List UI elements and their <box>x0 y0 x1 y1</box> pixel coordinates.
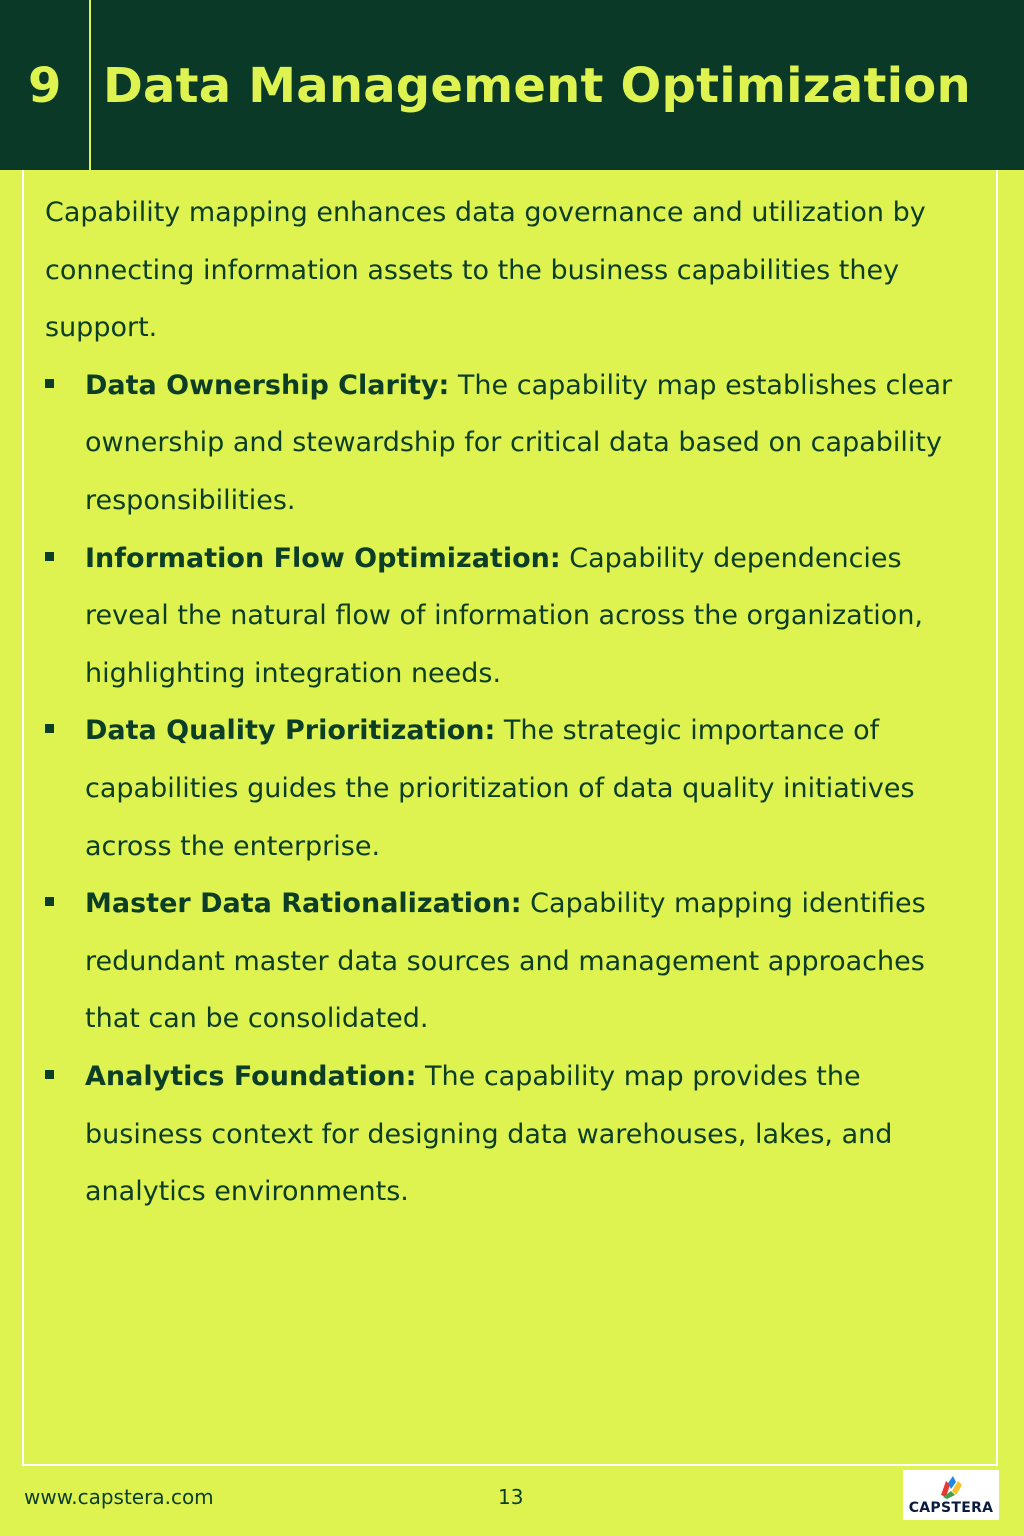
square-bullet-icon <box>45 897 54 906</box>
bullet-list <box>45 357 985 1221</box>
intro-paragraph: Capability mapping enhances data governance and utilization by connecting information assets to the business capabilities they support. <box>45 197 926 344</box>
bullet-text: The capability map provides the business context for designing data warehouses, lakes, and analytics environments. <box>85 1060 893 1208</box>
capstera-logo-icon <box>937 1473 965 1499</box>
capstera-logo <box>903 1470 999 1520</box>
logo-text: CAPSTERA <box>908 1500 994 1516</box>
bullet-text: The strategic importance of capabilities guides the prioritization of data quality initiatives across the enterprise. <box>85 715 915 862</box>
bullet-term: Information Flow Optimization: <box>85 542 561 574</box>
list-item <box>45 702 985 875</box>
list-item <box>45 875 985 1048</box>
page-header <box>0 0 1024 170</box>
page-title: Data Management Optimization <box>103 58 971 114</box>
section-number: 9 <box>28 58 62 114</box>
bullet-term: Data Quality Prioritization: <box>85 715 496 747</box>
list-item <box>45 357 985 530</box>
bullet-text: Capability dependencies reveal the natural flow of information across the organization, highlighting integration needs. <box>85 542 924 689</box>
content-body <box>45 184 985 1221</box>
website-link[interactable]: www.capstera.com <box>24 1485 214 1509</box>
bullet-text: The capability map establishes clear ownership and stewardship for critical data based on capability responsibilities. <box>85 369 953 516</box>
list-item <box>45 530 985 703</box>
square-bullet-icon <box>45 724 54 733</box>
bullet-term: Data Ownership Clarity: <box>85 369 450 401</box>
page-number: 13 <box>498 1485 524 1509</box>
header-divider <box>89 0 91 170</box>
bullet-term: Analytics Foundation: <box>85 1060 417 1092</box>
bullet-term: Master Data Rationalization: <box>85 888 522 920</box>
square-bullet-icon <box>45 552 54 561</box>
list-item <box>45 1048 985 1221</box>
bullet-text: Capability mapping identifies redundant master data sources and management approaches that can be consolidated. <box>85 888 926 1035</box>
square-bullet-icon <box>45 1070 54 1079</box>
square-bullet-icon <box>45 379 54 388</box>
